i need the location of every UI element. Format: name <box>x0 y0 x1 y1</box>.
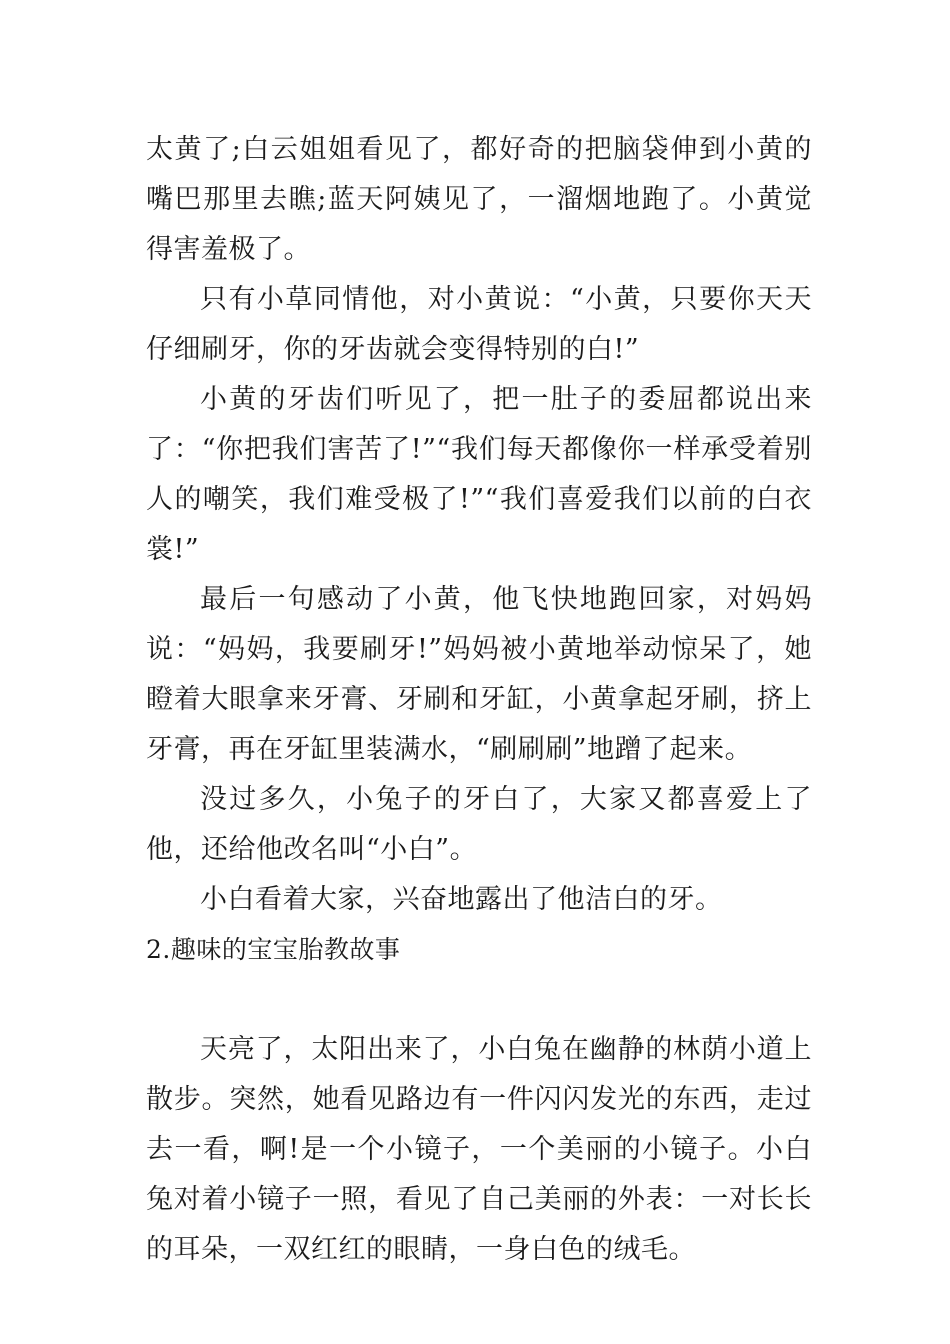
paragraph: 天亮了，太阳出来了，小白兔在幽静的林荫小道上散步。突然，她看见路边有一件闪闪发光的东西，走过去一看，啊!是一个小镜子，一个美丽的小镜子。小白兔对着小镜子一照，看见了自己美丽的外表：一对长长的耳朵，一双红红的眼睛，一身白色的绒毛。 <box>146 1034 812 1265</box>
paragraph: 小黄的牙齿们听见了，把一肚子的委屈都说出来了：“你把我们害苦了!”“我们每天都像你一样承受着别人的嘲笑，我们难受极了!”“我们喜爱我们以前的白衣裳!” <box>146 384 812 565</box>
section-spacer <box>146 975 812 1025</box>
paragraph: 只有小草同情他，对小黄说：“小黄，只要你天天仔细刷牙，你的牙齿就会变得特别的白!” <box>146 284 812 365</box>
section-heading: 2.趣味的宝宝胎教故事 <box>146 935 401 964</box>
paragraph: 没过多久，小兔子的牙白了，大家又都喜爱上了他，还给他改名叫“小白”。 <box>146 784 812 865</box>
paragraph: 小白看着大家，兴奋地露出了他洁白的牙。 <box>200 884 723 915</box>
paragraph: 最后一句感动了小黄，他飞快地跑回家，对妈妈说：“妈妈，我要刷牙!”妈妈被小黄地举动惊呆了，她瞪着大眼拿来牙膏、牙刷和牙缸，小黄拿起牙刷，挤上牙膏，再在牙缸里装满水，“刷刷刷”地蹭了起来。 <box>146 584 812 765</box>
document-body <box>146 125 812 1275</box>
paragraph-continuation: 太黄了;白云姐姐看见了，都好奇的把脑袋伸到小黄的嘴巴那里去瞧;蓝天阿姨见了，一溜烟地跑了。小黄觉得害羞极了。 <box>146 134 812 265</box>
